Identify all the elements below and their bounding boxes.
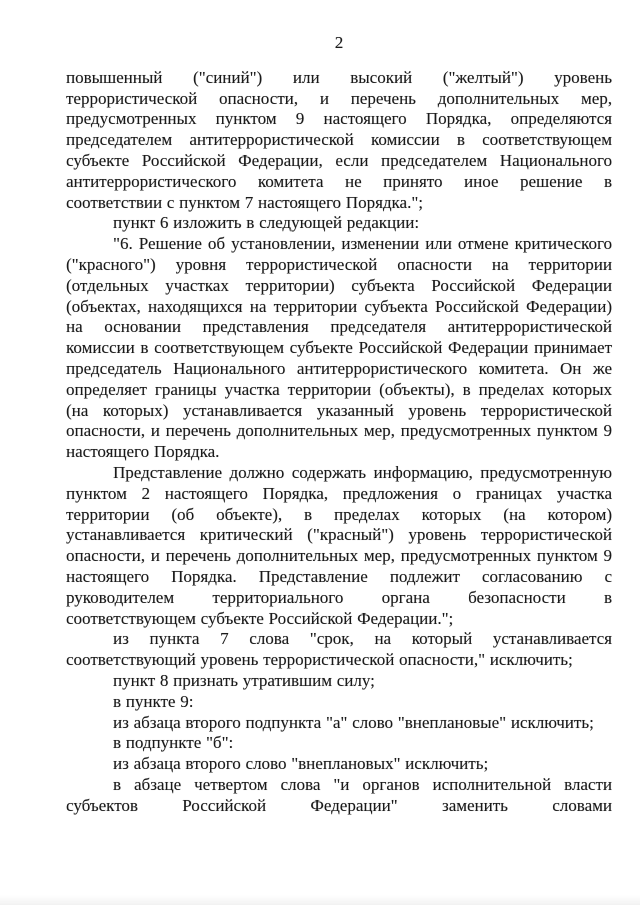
- page-content: [66, 33, 612, 816]
- paragraph-abzats4-amendment: в абзаце четвертом слова "и органов исполнительной власти субъектов Российской Федерации" заменить словами: [66, 774, 612, 815]
- page-edge-shadow: [0, 895, 640, 905]
- page-number: 2: [334, 33, 344, 52]
- paragraph-point8-amendment: пункт 8 признать утратившим силу;: [113, 670, 375, 690]
- paragraph-point7-amendment: из пункта 7 слова "срок, на который устанавливается соответствующий уровень террористической опасности," исключить;: [66, 629, 612, 670]
- paragraph-subpoint-a-amendment: из абзаца второго подпункта "а" слово "внеплановые" исключить;: [113, 712, 594, 732]
- paragraph-point6-body: "6. Решение об установлении, изменении или отмене критического ("красного") уровня террористической опасности на территории (отдельных участках территории) субъекта Российской Федерации (объектах, находящихся на территории субъекта Российской Федерации) на основании представления председателя антитеррористической комиссии в соответствующем субъекте Российской Федерации принимает председатель Национального антитеррористического комитета. Он же определяет границы участка территории (объекты), в пределах которых (на которых) устанавливается указанный уровень террористической опасности, и перечень дополнительных мер, предусмотренных пунктом 9 настоящего Порядка.: [66, 234, 612, 462]
- paragraph-point6-intro: пункт 6 изложить в следующей редакции:: [113, 213, 420, 233]
- paragraph-continuation: повышенный ("синий") или высокий ("желтый") уровень террористической опасности, и перечень дополнительных мер, предусмотренных пунктом 9 настоящего Порядка, определяются председателем антитеррористической комиссии в соответствующем субъекте Российской Федерации, если председателем Национального антитеррористического комитета не принято иное решение в соответствии с пунктом 7 настоящего Порядка.";: [66, 67, 612, 212]
- paragraph-predstavlenie: Представление должно содержать информацию, предусмотренную пунктом 2 настоящего Порядка, предложения о границах участка территории (об объекте), в пределах которых (на котором) устанавливается критический ("красный") уровень террористической опасности, и перечень дополнительных мер, предусмотренных пунктом 9 настоящего Порядка. Представление подлежит согласованию с руководителем территориального органа безопасности в соответствующем субъекте Российской Федерации.";: [66, 462, 612, 628]
- paragraph-subpoint-b-intro: в подпункте "б":: [113, 733, 234, 753]
- paragraph-point9-intro: в пункте 9:: [113, 691, 194, 711]
- paragraph-subpoint-b-amendment: из абзаца второго слово "внеплановых" исключить;: [113, 754, 489, 774]
